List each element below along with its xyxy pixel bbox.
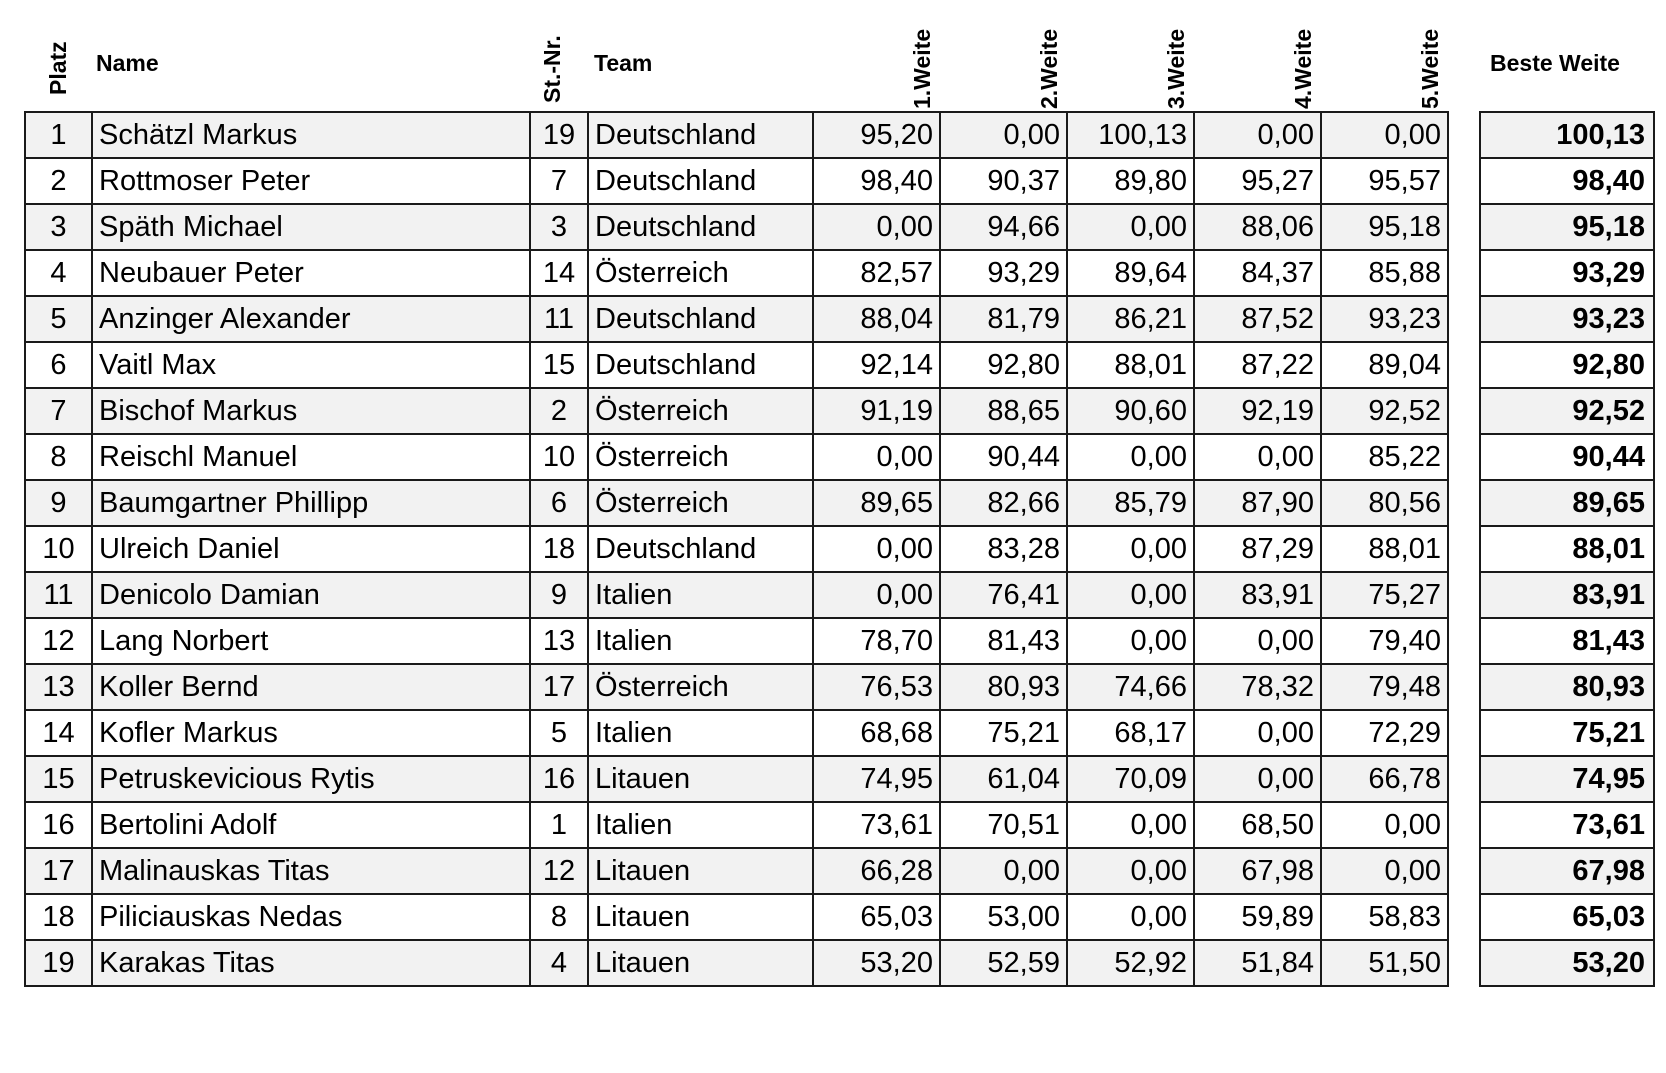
platz-cell: 18 [25,894,92,940]
name-cell: Petruskevicious Rytis [92,756,530,802]
header-weite-5: 5.Weite [1417,28,1443,109]
name-cell: Baumgartner Phillipp [92,480,530,526]
name-cell: Lang Norbert [92,618,530,664]
weite-1-cell: 0,00 [813,434,940,480]
name-cell: Schätzl Markus [92,112,530,158]
platz-cell: 14 [25,710,92,756]
table-row [25,572,1448,618]
team-cell: Deutschland [588,204,813,250]
weite-1-cell: 65,03 [813,894,940,940]
platz-cell: 8 [25,434,92,480]
beste-weite-cell: 53,20 [1480,940,1654,986]
team-cell: Italien [588,618,813,664]
weite-2-cell: 93,29 [940,250,1067,296]
beste-weite-cell: 100,13 [1480,112,1654,158]
start-number-cell: 16 [530,756,588,802]
table-row [1480,664,1654,710]
weite-2-cell: 90,37 [940,158,1067,204]
table-row [1480,802,1654,848]
weite-4-cell: 92,19 [1194,388,1321,434]
table-row [1480,112,1654,158]
name-cell: Neubauer Peter [92,250,530,296]
beste-weite-cell: 93,29 [1480,250,1654,296]
beste-weite-cell: 88,01 [1480,526,1654,572]
start-number-cell: 7 [530,158,588,204]
weite-1-cell: 0,00 [813,204,940,250]
weite-5-cell: 75,27 [1321,572,1448,618]
beste-weite-cell: 81,43 [1480,618,1654,664]
weite-2-cell: 83,28 [940,526,1067,572]
team-cell: Litauen [588,848,813,894]
platz-cell: 19 [25,940,92,986]
weite-4-cell: 51,84 [1194,940,1321,986]
header-weite-3: 3.Weite [1163,28,1189,109]
weite-5-cell: 89,04 [1321,342,1448,388]
weite-1-cell: 0,00 [813,526,940,572]
beste-weite-cell: 83,91 [1480,572,1654,618]
team-cell: Litauen [588,940,813,986]
weite-4-cell: 0,00 [1194,112,1321,158]
weite-2-cell: 0,00 [940,848,1067,894]
platz-cell: 17 [25,848,92,894]
platz-cell: 11 [25,572,92,618]
weite-2-cell: 81,43 [940,618,1067,664]
weite-2-cell: 80,93 [940,664,1067,710]
weite-4-cell: 59,89 [1194,894,1321,940]
weite-2-cell: 52,59 [940,940,1067,986]
weite-3-cell: 0,00 [1067,802,1194,848]
weite-2-cell: 76,41 [940,572,1067,618]
table-row [25,848,1448,894]
name-cell: Piliciauskas Nedas [92,894,530,940]
name-cell: Denicolo Damian [92,572,530,618]
weite-3-cell: 89,64 [1067,250,1194,296]
weite-4-cell: 88,06 [1194,204,1321,250]
results-table [24,111,1449,987]
platz-cell: 13 [25,664,92,710]
best-distance-table [1479,111,1655,987]
beste-weite-cell: 67,98 [1480,848,1654,894]
weite-3-cell: 85,79 [1067,480,1194,526]
start-number-cell: 17 [530,664,588,710]
weite-1-cell: 53,20 [813,940,940,986]
platz-cell: 10 [25,526,92,572]
table-row [25,480,1448,526]
start-number-cell: 13 [530,618,588,664]
weite-4-cell: 0,00 [1194,756,1321,802]
table-row [25,940,1448,986]
platz-cell: 5 [25,296,92,342]
header-team: Team [594,50,653,76]
weite-3-cell: 90,60 [1067,388,1194,434]
weite-1-cell: 82,57 [813,250,940,296]
beste-weite-cell: 95,18 [1480,204,1654,250]
weite-3-cell: 52,92 [1067,940,1194,986]
name-cell: Späth Michael [92,204,530,250]
weite-1-cell: 68,68 [813,710,940,756]
table-row [1480,158,1654,204]
weite-2-cell: 94,66 [940,204,1067,250]
weite-3-cell: 100,13 [1067,112,1194,158]
weite-5-cell: 85,22 [1321,434,1448,480]
start-number-cell: 14 [530,250,588,296]
weite-4-cell: 78,32 [1194,664,1321,710]
weite-5-cell: 79,48 [1321,664,1448,710]
weite-1-cell: 89,65 [813,480,940,526]
weite-5-cell: 92,52 [1321,388,1448,434]
weite-4-cell: 68,50 [1194,802,1321,848]
team-cell: Österreich [588,434,813,480]
weite-2-cell: 0,00 [940,112,1067,158]
name-cell: Koller Bernd [92,664,530,710]
weite-5-cell: 85,88 [1321,250,1448,296]
weite-4-cell: 87,22 [1194,342,1321,388]
table-row [25,664,1448,710]
platz-cell: 12 [25,618,92,664]
beste-weite-cell: 92,52 [1480,388,1654,434]
table-row [1480,940,1654,986]
table-row [1480,342,1654,388]
weite-3-cell: 74,66 [1067,664,1194,710]
start-number-cell: 3 [530,204,588,250]
weite-2-cell: 81,79 [940,296,1067,342]
weite-5-cell: 0,00 [1321,848,1448,894]
start-number-cell: 12 [530,848,588,894]
weite-3-cell: 0,00 [1067,618,1194,664]
team-cell: Österreich [588,664,813,710]
weite-2-cell: 61,04 [940,756,1067,802]
start-number-cell: 2 [530,388,588,434]
weite-2-cell: 90,44 [940,434,1067,480]
table-row [25,112,1448,158]
name-cell: Vaitl Max [92,342,530,388]
table-row [1480,250,1654,296]
start-number-cell: 8 [530,894,588,940]
start-number-cell: 10 [530,434,588,480]
start-number-cell: 5 [530,710,588,756]
beste-weite-cell: 98,40 [1480,158,1654,204]
table-row [1480,710,1654,756]
weite-1-cell: 92,14 [813,342,940,388]
weite-5-cell: 95,57 [1321,158,1448,204]
table-row [1480,388,1654,434]
weite-5-cell: 72,29 [1321,710,1448,756]
weite-2-cell: 70,51 [940,802,1067,848]
weite-3-cell: 0,00 [1067,848,1194,894]
weite-1-cell: 66,28 [813,848,940,894]
name-cell: Karakas Titas [92,940,530,986]
weite-3-cell: 0,00 [1067,434,1194,480]
name-cell: Reischl Manuel [92,434,530,480]
team-cell: Deutschland [588,296,813,342]
name-cell: Rottmoser Peter [92,158,530,204]
platz-cell: 16 [25,802,92,848]
weite-3-cell: 0,00 [1067,894,1194,940]
weite-1-cell: 74,95 [813,756,940,802]
start-number-cell: 19 [530,112,588,158]
weite-4-cell: 0,00 [1194,618,1321,664]
header-platz: Platz [45,41,71,95]
weite-3-cell: 70,09 [1067,756,1194,802]
team-cell: Deutschland [588,112,813,158]
table-row [1480,434,1654,480]
table-row [25,802,1448,848]
team-cell: Deutschland [588,158,813,204]
weite-3-cell: 0,00 [1067,572,1194,618]
start-number-cell: 15 [530,342,588,388]
start-number-cell: 6 [530,480,588,526]
weite-4-cell: 0,00 [1194,434,1321,480]
weite-5-cell: 95,18 [1321,204,1448,250]
table-row [1480,618,1654,664]
weite-4-cell: 95,27 [1194,158,1321,204]
beste-weite-cell: 75,21 [1480,710,1654,756]
table-row [25,158,1448,204]
name-cell: Anzinger Alexander [92,296,530,342]
table-row [1480,480,1654,526]
platz-cell: 2 [25,158,92,204]
weite-3-cell: 0,00 [1067,204,1194,250]
weite-1-cell: 0,00 [813,572,940,618]
weite-2-cell: 88,65 [940,388,1067,434]
platz-cell: 3 [25,204,92,250]
beste-weite-cell: 65,03 [1480,894,1654,940]
table-row [25,388,1448,434]
weite-1-cell: 95,20 [813,112,940,158]
name-cell: Ulreich Daniel [92,526,530,572]
platz-cell: 4 [25,250,92,296]
weite-1-cell: 76,53 [813,664,940,710]
table-row [1480,296,1654,342]
weite-1-cell: 91,19 [813,388,940,434]
table-row [25,204,1448,250]
header-weite-2: 2.Weite [1036,28,1062,109]
weite-5-cell: 79,40 [1321,618,1448,664]
name-cell: Malinauskas Titas [92,848,530,894]
weite-4-cell: 87,29 [1194,526,1321,572]
table-row [25,618,1448,664]
beste-weite-cell: 93,23 [1480,296,1654,342]
table-row [1480,204,1654,250]
team-cell: Österreich [588,250,813,296]
table-row [25,894,1448,940]
weite-5-cell: 58,83 [1321,894,1448,940]
table-row [1480,894,1654,940]
team-cell: Italien [588,710,813,756]
team-cell: Deutschland [588,342,813,388]
weite-1-cell: 73,61 [813,802,940,848]
beste-weite-cell: 89,65 [1480,480,1654,526]
team-cell: Deutschland [588,526,813,572]
header-weite-4: 4.Weite [1290,28,1316,109]
weite-2-cell: 75,21 [940,710,1067,756]
weite-2-cell: 53,00 [940,894,1067,940]
team-cell: Litauen [588,756,813,802]
weite-4-cell: 87,52 [1194,296,1321,342]
weite-4-cell: 87,90 [1194,480,1321,526]
team-cell: Österreich [588,388,813,434]
weite-5-cell: 80,56 [1321,480,1448,526]
team-cell: Österreich [588,480,813,526]
weite-4-cell: 84,37 [1194,250,1321,296]
start-number-cell: 9 [530,572,588,618]
header-weite-1: 1.Weite [909,28,935,109]
table-row [25,342,1448,388]
header-stnr: St.-Nr. [539,35,565,103]
weite-3-cell: 89,80 [1067,158,1194,204]
beste-weite-cell: 92,80 [1480,342,1654,388]
weite-3-cell: 88,01 [1067,342,1194,388]
platz-cell: 9 [25,480,92,526]
weite-3-cell: 86,21 [1067,296,1194,342]
weite-4-cell: 0,00 [1194,710,1321,756]
platz-cell: 6 [25,342,92,388]
table-row [25,296,1448,342]
name-cell: Bertolini Adolf [92,802,530,848]
team-cell: Italien [588,802,813,848]
table-row [25,756,1448,802]
name-cell: Kofler Markus [92,710,530,756]
beste-weite-cell: 90,44 [1480,434,1654,480]
header-beste-weite: Beste Weite [1490,50,1620,76]
weite-4-cell: 83,91 [1194,572,1321,618]
table-row [1480,848,1654,894]
weite-5-cell: 66,78 [1321,756,1448,802]
weite-2-cell: 92,80 [940,342,1067,388]
weite-1-cell: 78,70 [813,618,940,664]
beste-weite-cell: 74,95 [1480,756,1654,802]
table-row [25,526,1448,572]
table-row [25,710,1448,756]
start-number-cell: 4 [530,940,588,986]
weite-1-cell: 98,40 [813,158,940,204]
start-number-cell: 1 [530,802,588,848]
beste-weite-cell: 80,93 [1480,664,1654,710]
header-name: Name [96,50,159,76]
name-cell: Bischof Markus [92,388,530,434]
weite-5-cell: 0,00 [1321,112,1448,158]
table-row [25,250,1448,296]
weite-3-cell: 68,17 [1067,710,1194,756]
table-row [1480,756,1654,802]
weite-4-cell: 67,98 [1194,848,1321,894]
beste-weite-cell: 73,61 [1480,802,1654,848]
platz-cell: 1 [25,112,92,158]
platz-cell: 7 [25,388,92,434]
weite-1-cell: 88,04 [813,296,940,342]
platz-cell: 15 [25,756,92,802]
team-cell: Litauen [588,894,813,940]
table-row [25,434,1448,480]
weite-5-cell: 93,23 [1321,296,1448,342]
weite-2-cell: 82,66 [940,480,1067,526]
table-row [1480,572,1654,618]
team-cell: Italien [588,572,813,618]
weite-5-cell: 51,50 [1321,940,1448,986]
table-row [1480,526,1654,572]
weite-5-cell: 0,00 [1321,802,1448,848]
weite-3-cell: 0,00 [1067,526,1194,572]
start-number-cell: 11 [530,296,588,342]
weite-5-cell: 88,01 [1321,526,1448,572]
start-number-cell: 18 [530,526,588,572]
